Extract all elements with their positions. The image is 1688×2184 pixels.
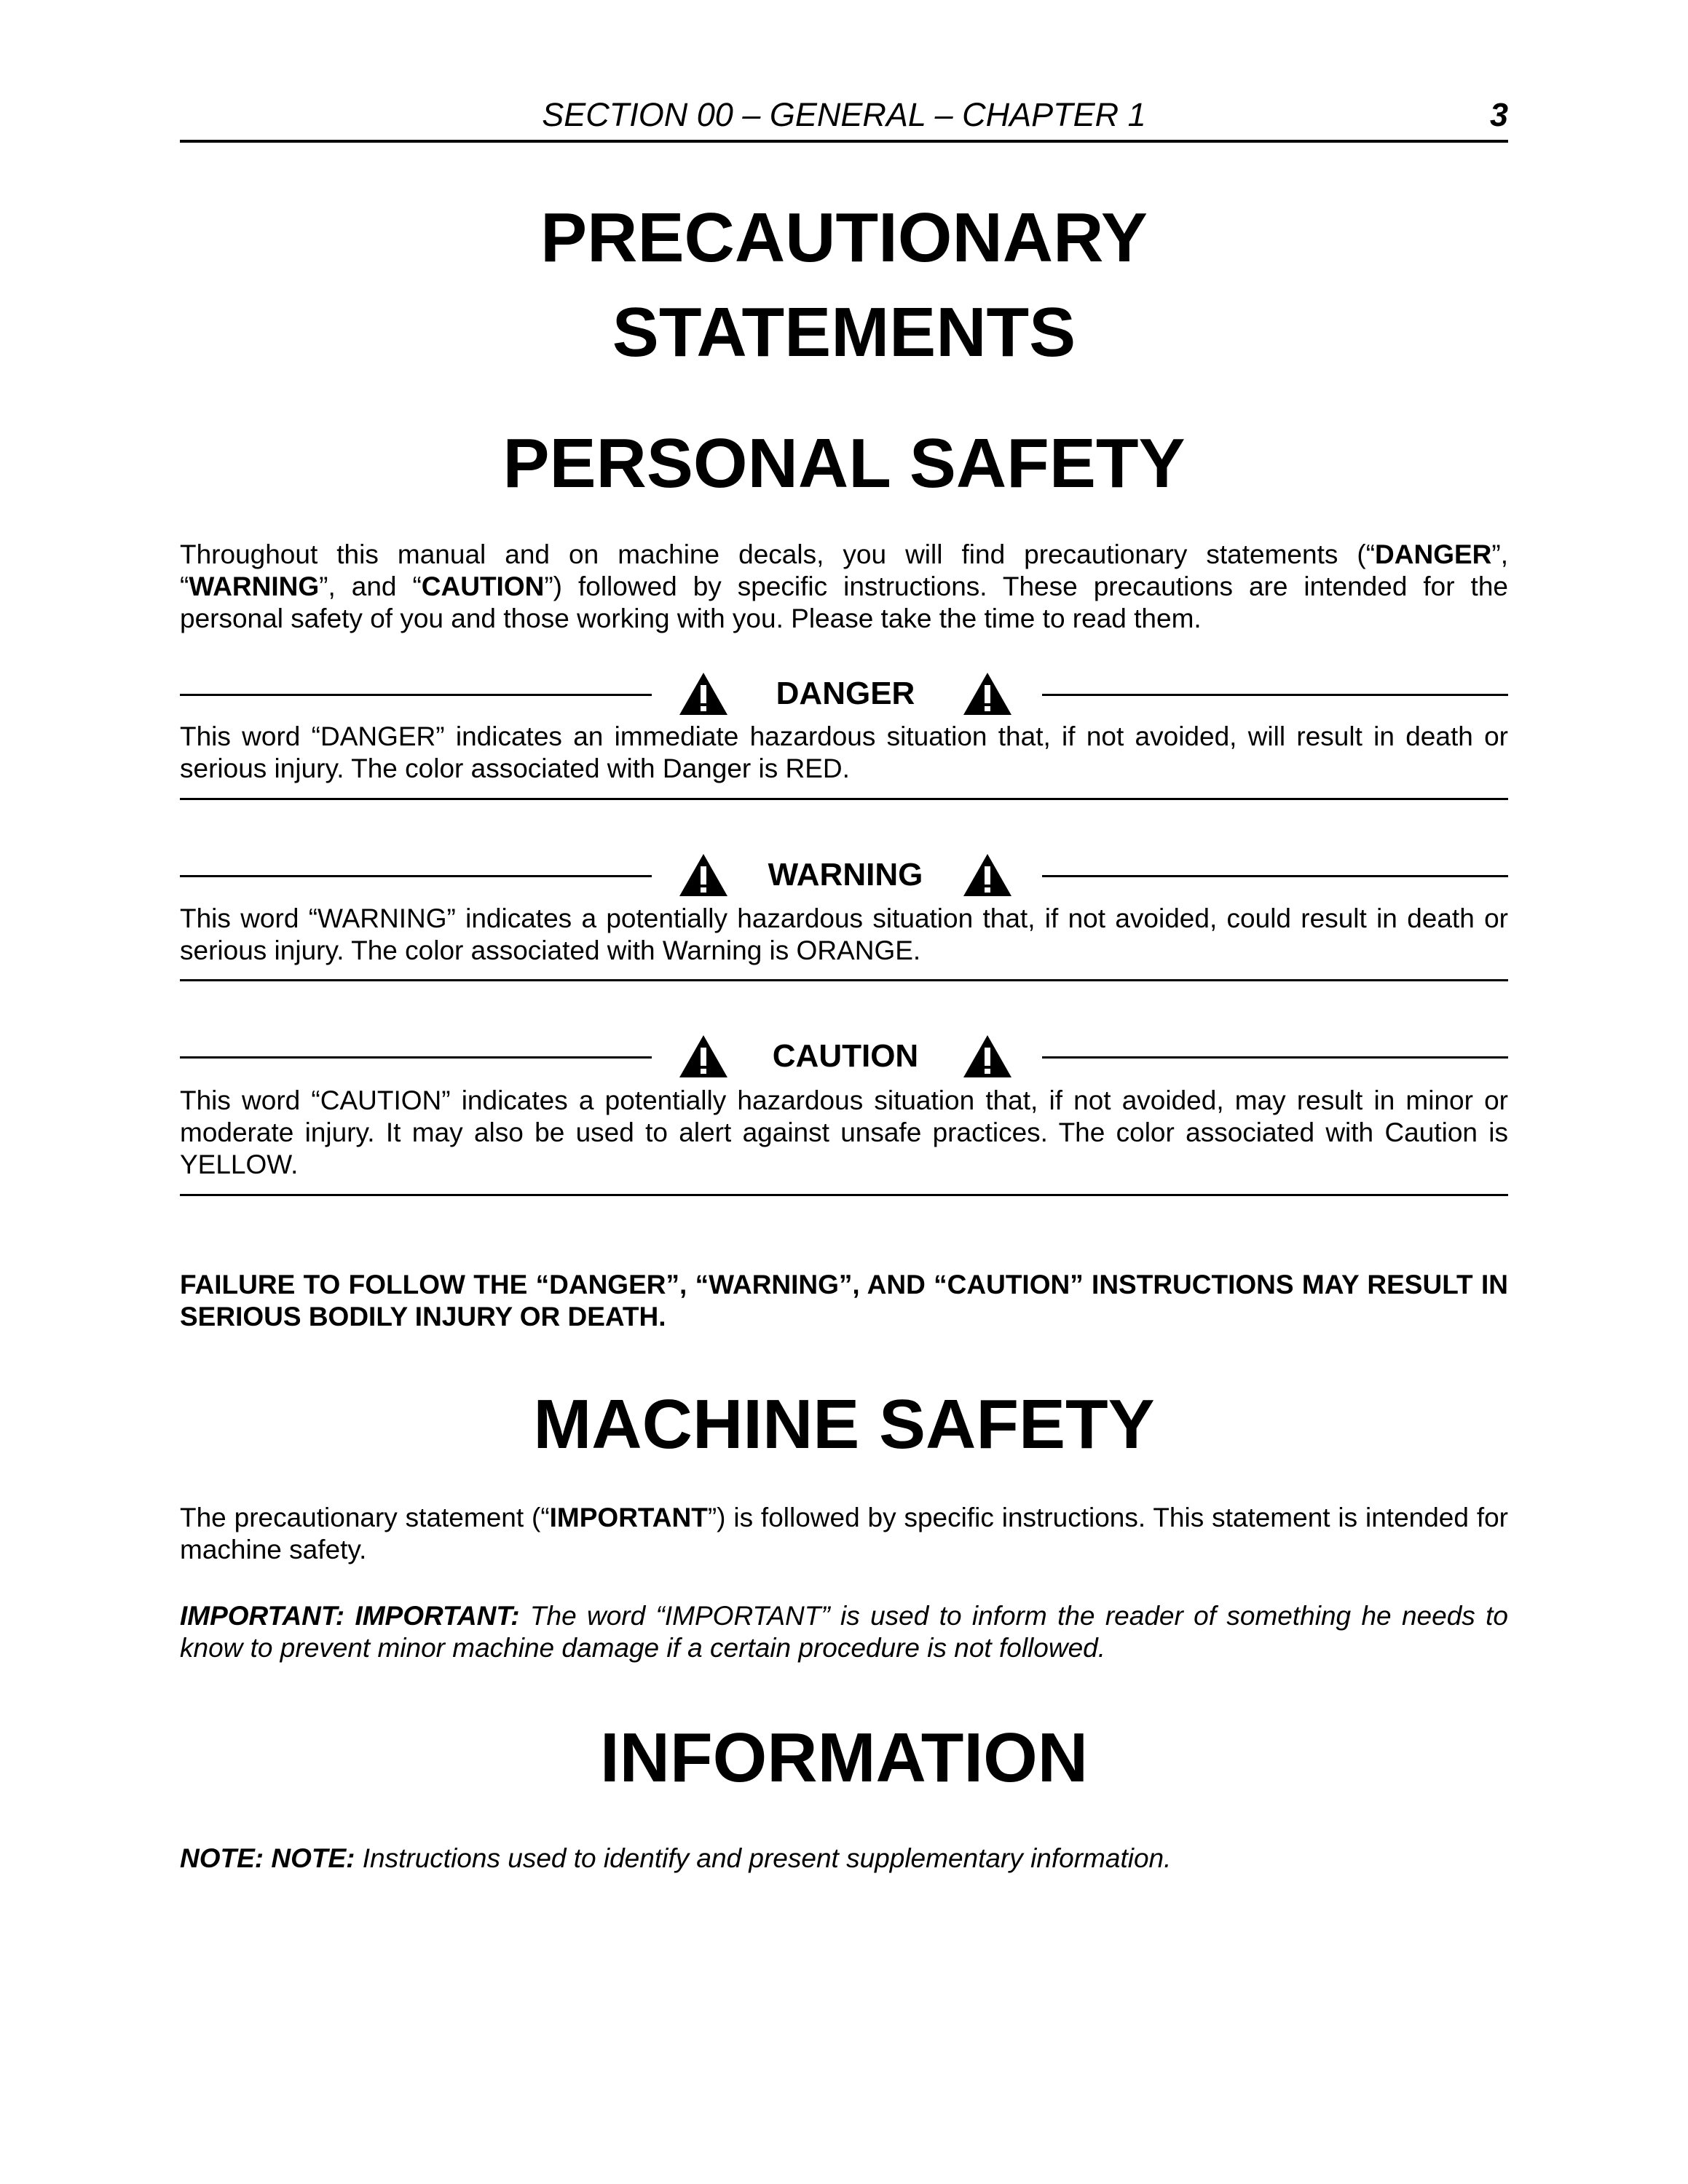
divider-line bbox=[180, 1056, 652, 1059]
divider-line bbox=[1042, 694, 1508, 696]
caution-bottom-rule bbox=[180, 1194, 1508, 1196]
caution-heading-center bbox=[678, 1031, 1013, 1082]
warning-heading-center bbox=[678, 850, 1013, 901]
warning-bottom-rule bbox=[180, 979, 1508, 981]
divider-line bbox=[180, 694, 652, 696]
danger-heading-center bbox=[678, 668, 1013, 719]
note-paragraph bbox=[180, 1843, 1508, 1875]
caution-text: This word “CAUTION” indicates a potentially hazardous situation that, if not avoided, may result in minor or moderate injury. It may also be used to alert against unsafe practices. The color associated with Caution is YELLOW. bbox=[180, 1085, 1508, 1179]
intro-text-4: ”) followed by specific instructions. These precautions are intended for the personal safety of you and those working with you. Please take the time to read them. bbox=[180, 571, 1508, 633]
machine-paragraph bbox=[180, 1502, 1508, 1566]
title-machine-safety: MACHINE SAFETY bbox=[533, 1385, 1155, 1463]
caution-label: CAUTION bbox=[772, 1038, 919, 1074]
warning-triangle-icon bbox=[678, 671, 729, 716]
title-precautionary: PRECAUTIONARY bbox=[540, 199, 1148, 277]
machine-text-2: ”) is followed by specific instructions. This statement is intended for machine safety. bbox=[180, 1503, 1509, 1564]
intro-caution-term: CAUTION bbox=[421, 571, 545, 601]
page-header bbox=[180, 92, 1508, 143]
intro-text-1: Throughout this manual and on machine decals, you will find precautionary statements (“ bbox=[180, 539, 1376, 569]
warning-triangle-icon bbox=[962, 1034, 1013, 1079]
page-number: 3 bbox=[1489, 96, 1508, 133]
title-personal-safety: PERSONAL SAFETY bbox=[502, 424, 1186, 502]
important-label: IMPORTANT: IMPORTANT: bbox=[180, 1601, 520, 1631]
important-paragraph bbox=[180, 1600, 1508, 1664]
warning-text: This word “WARNING” indicates a potentially hazardous situation that, if not avoided, could result in death or serious injury. The color associated with Warning is ORANGE. bbox=[180, 903, 1508, 965]
failure-notice: FAILURE TO FOLLOW THE “DANGER”, “WARNING”, AND “CAUTION” INSTRUCTIONS MAY RESULT IN SERIOUS BODILY INJURY OR DEATH. bbox=[180, 1270, 1508, 1332]
warning-triangle-icon bbox=[962, 852, 1013, 898]
warning-triangle-icon bbox=[962, 671, 1013, 716]
intro-paragraph bbox=[180, 539, 1508, 635]
danger-label: DANGER bbox=[776, 676, 915, 711]
machine-important-term: IMPORTANT bbox=[549, 1503, 708, 1532]
danger-heading bbox=[180, 668, 1508, 719]
danger-bottom-rule bbox=[180, 798, 1508, 800]
important-text: The word “IMPORTANT” is used to inform the reader of something he needs to know to prevent minor machine damage if a certain procedure is not followed. bbox=[180, 1601, 1508, 1663]
title-information: INFORMATION bbox=[599, 1719, 1089, 1797]
divider-line bbox=[180, 875, 652, 877]
intro-text-3: ”, and “ bbox=[319, 571, 422, 601]
title-statements: STATEMENTS bbox=[612, 293, 1076, 371]
warning-triangle-icon bbox=[678, 1034, 729, 1079]
intro-warning-term: WARNING bbox=[189, 571, 320, 601]
section-title: SECTION 00 – GENERAL – CHAPTER 1 bbox=[542, 96, 1146, 133]
warning-heading bbox=[180, 850, 1508, 901]
danger-text: This word “DANGER” indicates an immediate hazardous situation that, if not avoided, will result in death or serious injury. The color associated with Danger is RED. bbox=[180, 721, 1508, 783]
intro-text-2: ”, “ bbox=[180, 539, 1508, 601]
caution-heading bbox=[180, 1031, 1508, 1082]
warning-triangle-icon bbox=[678, 852, 729, 898]
intro-danger-term: DANGER bbox=[1375, 539, 1492, 569]
note-text: Instructions used to identify and present supplementary information. bbox=[355, 1843, 1172, 1873]
manual-page bbox=[180, 0, 1508, 2184]
divider-line bbox=[1042, 875, 1508, 877]
machine-text-1: The precautionary statement (“ bbox=[180, 1503, 550, 1532]
note-label: NOTE: NOTE: bbox=[180, 1843, 355, 1873]
warning-label: WARNING bbox=[768, 857, 923, 893]
divider-line bbox=[1042, 1056, 1508, 1059]
